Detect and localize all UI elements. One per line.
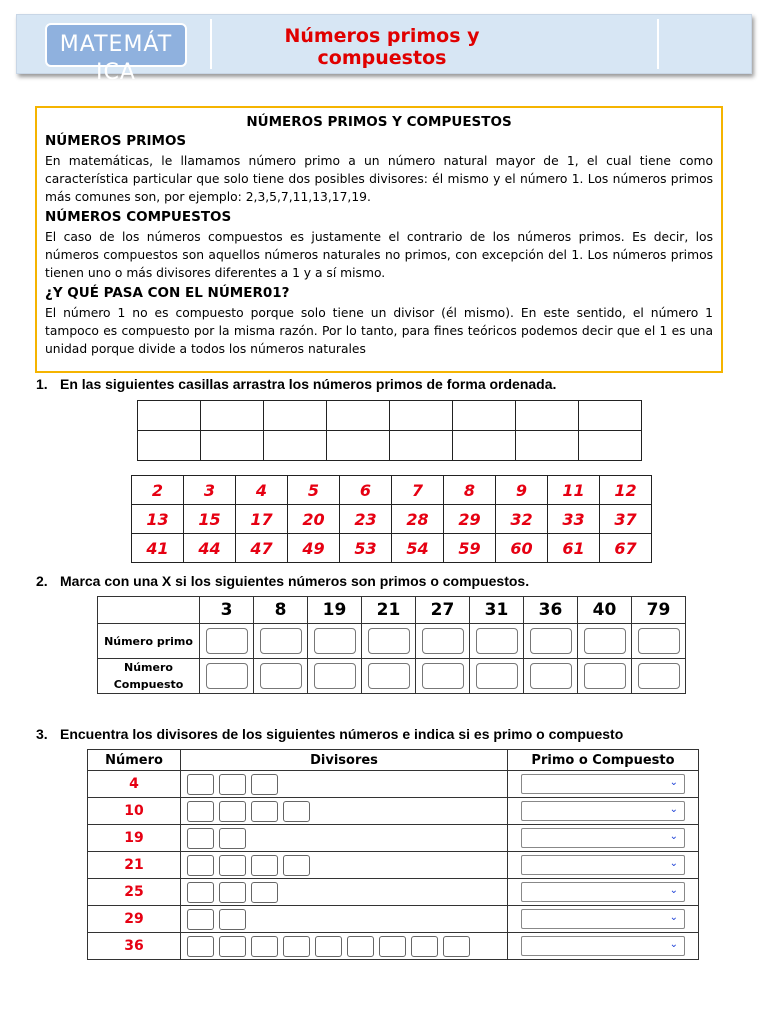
draggable-number[interactable]: 2 (132, 476, 184, 505)
drop-slot[interactable] (579, 431, 642, 461)
divisors-cell (181, 852, 508, 879)
header-numero: Número (88, 750, 181, 771)
drop-slot[interactable] (516, 431, 579, 461)
mark-box[interactable] (314, 628, 356, 654)
chevron-down-icon: ⌄ (669, 804, 678, 815)
divisor-input[interactable] (251, 774, 278, 795)
mark-box[interactable] (368, 628, 410, 654)
divisor-input[interactable] (251, 855, 278, 876)
classification-cell (508, 825, 699, 852)
classification-cell (508, 852, 699, 879)
divisor-input[interactable] (187, 909, 214, 930)
divisor-input[interactable] (219, 909, 246, 930)
divisor-input[interactable] (219, 855, 246, 876)
column-number: 3 (200, 597, 254, 624)
question-1 (36, 376, 556, 392)
draggable-number[interactable]: 47 (236, 534, 288, 563)
draggable-number[interactable]: 17 (236, 505, 288, 534)
mark-box[interactable] (530, 628, 572, 654)
drop-slot[interactable] (201, 431, 264, 461)
mark-cell-compuesto (524, 659, 578, 694)
divisor-input[interactable] (347, 936, 374, 957)
chevron-down-icon: ⌄ (669, 939, 678, 950)
mark-box[interactable] (476, 628, 518, 654)
draggable-number[interactable]: 54 (392, 534, 444, 563)
table-row (88, 771, 699, 798)
divisor-input[interactable] (187, 828, 214, 849)
drop-slot[interactable] (264, 431, 327, 461)
drop-grid (137, 400, 642, 461)
question-2 (36, 573, 529, 589)
drop-row (138, 431, 642, 461)
drop-slot[interactable] (327, 401, 390, 431)
chevron-down-icon: ⌄ (669, 777, 678, 788)
draggable-number[interactable]: 33 (548, 505, 600, 534)
draggable-number[interactable]: 32 (496, 505, 548, 534)
mark-cell-primo (524, 624, 578, 659)
column-number: 40 (578, 597, 632, 624)
draggable-number[interactable]: 49 (288, 534, 340, 563)
mark-box[interactable] (368, 663, 410, 689)
draggable-number[interactable]: 53 (340, 534, 392, 563)
header-divider (657, 19, 659, 69)
mark-cell-compuesto (416, 659, 470, 694)
mark-cell-primo (416, 624, 470, 659)
draggable-number[interactable]: 3 (184, 476, 236, 505)
mark-cell-compuesto (362, 659, 416, 694)
header-divisores: Divisores (181, 750, 508, 771)
mark-box[interactable] (584, 628, 626, 654)
primo-compuesto-select[interactable] (521, 909, 685, 929)
mark-box[interactable] (314, 663, 356, 689)
question-text: Encuentra los divisores de los siguientes números e indica si es primo o compuesto (60, 726, 624, 742)
column-number: 8 (254, 597, 308, 624)
mark-box[interactable] (530, 663, 572, 689)
divisor-input[interactable] (219, 801, 246, 822)
primo-compuesto-select[interactable] (521, 936, 685, 956)
mark-box[interactable] (206, 628, 248, 654)
section-title-numero-uno: ¿Y QUÉ PASA CON EL NÚMER01? (45, 285, 290, 301)
drop-slot[interactable] (327, 431, 390, 461)
mark-box[interactable] (422, 663, 464, 689)
table-row (88, 879, 699, 906)
chevron-down-icon: ⌄ (669, 858, 678, 869)
divisors-cell (181, 825, 508, 852)
corner-cell (98, 597, 200, 624)
mark-cell-compuesto (200, 659, 254, 694)
drop-slot[interactable] (264, 401, 327, 431)
section-text-compuestos: El caso de los números compuestos es justamente el contrario de los números primos. Es decir, los números compuestos son aquellos números naturales no primos, con excepción del 1. Los números primos tienen uno o más divisores diferentes a 1 y a sí mismo. (45, 230, 713, 280)
divisors-cell (181, 771, 508, 798)
draggable-number[interactable]: 29 (444, 505, 496, 534)
chevron-down-icon: ⌄ (669, 831, 678, 842)
header-primo-compuesto: Primo o Compuesto (508, 750, 699, 771)
mark-cell-primo (470, 624, 524, 659)
classify-table (97, 596, 686, 694)
classification-cell (508, 906, 699, 933)
question-number: 1. (36, 376, 48, 392)
column-number: 79 (632, 597, 686, 624)
divisors-cell (181, 933, 508, 960)
draggable-number[interactable]: 13 (132, 505, 184, 534)
info-heading: NÚMEROS PRIMOS Y COMPUESTOS (246, 114, 512, 130)
divisor-input[interactable] (315, 936, 342, 957)
mark-cell-compuesto (632, 659, 686, 694)
mark-cell-primo (578, 624, 632, 659)
classification-cell (508, 879, 699, 906)
classification-cell (508, 933, 699, 960)
row-number: 19 (88, 825, 181, 852)
draggable-number[interactable]: 67 (600, 534, 652, 563)
draggable-number[interactable]: 37 (600, 505, 652, 534)
divisor-input[interactable] (187, 882, 214, 903)
divisors-cell (181, 879, 508, 906)
draggable-number[interactable]: 61 (548, 534, 600, 563)
column-number: 36 (524, 597, 578, 624)
info-box (35, 106, 723, 373)
column-number: 27 (416, 597, 470, 624)
drop-slot[interactable] (138, 401, 201, 431)
primo-compuesto-select[interactable] (521, 882, 685, 902)
column-number: 31 (470, 597, 524, 624)
divisor-input[interactable] (187, 801, 214, 822)
draggable-number[interactable]: 6 (340, 476, 392, 505)
header-divider (210, 19, 212, 69)
divisor-input[interactable] (379, 936, 406, 957)
table-row (88, 825, 699, 852)
draggable-number[interactable]: 44 (184, 534, 236, 563)
mark-box[interactable] (638, 663, 680, 689)
numbers-row (132, 476, 652, 505)
column-number: 21 (362, 597, 416, 624)
classification-cell (508, 798, 699, 825)
mark-cell-primo (308, 624, 362, 659)
divisor-input[interactable] (283, 801, 310, 822)
mark-box[interactable] (584, 663, 626, 689)
row-number: 36 (88, 933, 181, 960)
divisor-input[interactable] (219, 936, 246, 957)
mark-box[interactable] (476, 663, 518, 689)
divisor-input[interactable] (443, 936, 470, 957)
divisor-input[interactable] (219, 882, 246, 903)
drop-slot[interactable] (390, 431, 453, 461)
row-number: 4 (88, 771, 181, 798)
divisor-input[interactable] (219, 774, 246, 795)
mark-cell-compuesto (308, 659, 362, 694)
draggable-number[interactable]: 5 (288, 476, 340, 505)
draggable-number[interactable]: 9 (496, 476, 548, 505)
section-title-primos: NÚMEROS PRIMOS (45, 133, 187, 149)
mark-cell-primo (362, 624, 416, 659)
divisor-input[interactable] (219, 828, 246, 849)
divisor-input[interactable] (187, 774, 214, 795)
chevron-down-icon: ⌄ (669, 885, 678, 896)
table-row (88, 906, 699, 933)
divisor-input[interactable] (283, 855, 310, 876)
divisor-input[interactable] (251, 936, 278, 957)
mark-cell-primo (254, 624, 308, 659)
primo-compuesto-select[interactable] (521, 855, 685, 875)
draggable-number[interactable]: 12 (600, 476, 652, 505)
drop-row (138, 401, 642, 431)
row-number: 10 (88, 798, 181, 825)
primo-compuesto-select[interactable] (521, 774, 685, 794)
row-label-compuesto: Número Compuesto (98, 659, 200, 694)
mark-box[interactable] (206, 663, 248, 689)
draggable-number[interactable]: 7 (392, 476, 444, 505)
divisors-cell (181, 798, 508, 825)
draggable-number[interactable]: 23 (340, 505, 392, 534)
question-text: Marca con una X si los siguientes números son primos o compuestos. (60, 573, 530, 589)
table-row (88, 798, 699, 825)
mark-box[interactable] (260, 628, 302, 654)
numbers-row (132, 505, 652, 534)
mark-cell-compuesto (254, 659, 308, 694)
draggable-number[interactable]: 4 (236, 476, 288, 505)
subject-badge: MATEMÁT ICA (45, 23, 187, 67)
draggable-number[interactable]: 15 (184, 505, 236, 534)
drop-slot[interactable] (390, 401, 453, 431)
draggable-number[interactable]: 59 (444, 534, 496, 563)
question-3 (36, 726, 623, 742)
table-row (88, 852, 699, 879)
row-label-primo: Número primo (98, 624, 200, 659)
draggable-number[interactable]: 8 (444, 476, 496, 505)
question-number: 2. (36, 573, 48, 589)
primo-compuesto-select[interactable] (521, 801, 685, 821)
divisor-input[interactable] (251, 801, 278, 822)
question-text: En las siguientes casillas arrastra los números primos de forma ordenada. (60, 376, 557, 392)
question-number: 3. (36, 726, 48, 742)
drop-slot[interactable] (201, 401, 264, 431)
row-number: 21 (88, 852, 181, 879)
draggable-number[interactable]: 28 (392, 505, 444, 534)
table-row (88, 933, 699, 960)
mark-cell-compuesto (470, 659, 524, 694)
numbers-grid (131, 475, 652, 563)
row-number: 29 (88, 906, 181, 933)
mark-box[interactable] (422, 628, 464, 654)
drop-slot[interactable] (453, 401, 516, 431)
section-title-compuestos: NÚMEROS COMPUESTOS (45, 209, 232, 225)
primo-compuesto-select[interactable] (521, 828, 685, 848)
mark-cell-compuesto (578, 659, 632, 694)
draggable-number[interactable]: 41 (132, 534, 184, 563)
divisors-table (87, 749, 699, 960)
classification-cell (508, 771, 699, 798)
drop-slot[interactable] (516, 401, 579, 431)
draggable-number[interactable]: 20 (288, 505, 340, 534)
divisor-input[interactable] (187, 855, 214, 876)
numbers-row (132, 534, 652, 563)
mark-cell-primo (632, 624, 686, 659)
divisor-input[interactable] (187, 936, 214, 957)
header-band (16, 14, 752, 85)
row-number: 25 (88, 879, 181, 906)
column-number: 19 (308, 597, 362, 624)
divisor-input[interactable] (283, 936, 310, 957)
mark-cell-primo (200, 624, 254, 659)
drop-slot[interactable] (579, 401, 642, 431)
draggable-number[interactable]: 11 (548, 476, 600, 505)
section-text-numero-uno: El número 1 no es compuesto porque solo tiene un divisor (él mismo). En este sentido, el número 1 tampoco es compuesto por la misma razón. Por lo tanto, para fines teóricos podemos decir que el 1 es una unidad porque divide a todos los números naturales (45, 306, 713, 356)
chevron-down-icon: ⌄ (669, 912, 678, 923)
mark-box[interactable] (260, 663, 302, 689)
section-text-primos: En matemáticas, le llamamos número primo a un número natural mayor de 1, el cual tiene como característica particular que solo tiene dos posibles divisores: él mismo y el número 1. Los números primos más comunes son, por ejemplo: 2,3,5,7,11,13,17,19. (45, 154, 713, 204)
drop-slot[interactable] (138, 431, 201, 461)
divisor-input[interactable] (251, 882, 278, 903)
draggable-number[interactable]: 60 (496, 534, 548, 563)
mark-box[interactable] (638, 628, 680, 654)
divisors-cell (181, 906, 508, 933)
drop-slot[interactable] (453, 431, 516, 461)
divisor-input[interactable] (411, 936, 438, 957)
page-title: Números primos y compuestos (284, 25, 480, 69)
